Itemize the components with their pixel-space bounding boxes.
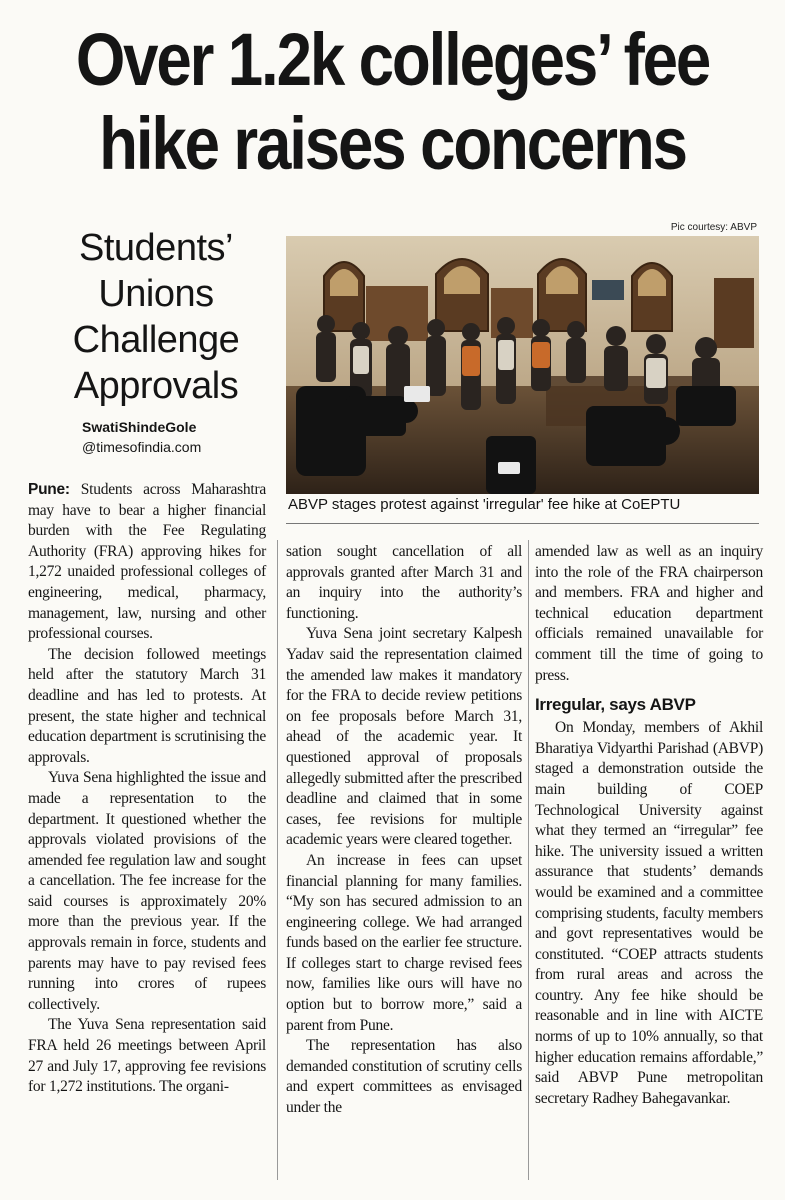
photo-caption: ABVP stages protest against 'irregular' fee hike at CoEPTU [288,496,681,513]
paragraph: Yuva Sena joint secretary Kalpesh Yadav said the representation claimed the amended law makes it mandatory for the FRA to decide review petitions on fee proposals before March 31, ahead of the academic year. It questioned approval of proposals allegedly submitted after the prescribed deadline and claimed that in some cases, fee revisions for multiple academic years were cleared together. [286,625,522,849]
paragraph: sation sought cancellation of all approvals granted after March 31 and an inquiry into the authority’s functioning. [286,543,522,622]
paragraph: The representation has also demanded constitution of scrutiny cells and expert committees as envisaged under the [286,1037,522,1117]
paragraph: The Yuva Sena representation said FRA held 26 meetings between April 27 and July 17, approving fee revisions for 1,272 institutions. The organi- [28,1016,266,1096]
paragraph: On Monday, members of Akhil Bharatiya Vidyarthi Parishad (ABVP) staged a demonstration outside the main building of COEP Technological University against what they termed an “irregular” fee hike. The university issued a written assurance that students’ demands would be examined and a committee comprising students, faculty members and govt representatives would be constituted. “COEP attracts students from rural areas and across the country. Any fee hike should be reasonable and in line with AICTE norms of up to 10% annually, so that higher education remains affordable,” said ABVP Pune metropolitan secretary Radhey Bahegavankar. [535,719,763,1107]
paragraph: The decision followed meetings held after the statutory March 31 deadline and has led to protests. At present, the state higher and technical education department is scrutinising the approvals. [28,645,266,766]
paragraph-text: Students across Maharashtra may have to bear a higher financial burden with the Fee Regulating Authority (FRA) approving hikes for 1,272 unaided professional colleges of engineering, medical, pharmacy, management, law, nursing and other professional courses. [28,481,267,643]
paragraph: amended law as well as an inquiry into the role of the FRA chairperson and members. FRA and higher and technical education department officials remained unavailable for comment till the time of going to press. [535,543,763,684]
paragraph: An increase in fees can upset financial planning for many families. “My son has secured admission to an engineering college. We had arranged funds based on the earlier fee structure. If colleges start to charge revised fees now, families like ours will have no option but to borrow more,” said a parent from Pune. [286,851,522,1034]
headline-line-1: Over 1.2k colleges’ fee [75,18,710,101]
article-column-2 [286,542,522,1119]
news-photo [286,236,759,494]
byline-author: SwatiShindeGole [82,419,197,435]
section-subhead: Irregular, says ABVP [535,695,696,715]
column-divider [277,540,278,1180]
article-column-3 [535,542,763,1109]
dateline: Pune: [28,481,70,498]
column-divider [528,540,529,1180]
article-column-1 [28,480,266,1098]
photo-credit: Pic courtesy: ABVP [670,222,757,233]
headline-line-2: hike raises concerns [99,102,686,185]
caption-divider [286,523,759,524]
paragraph: Yuva Sena highlighted the issue and made a representation to the department. It questioned whether the approvals violated provisions of the amended fee regulation law and sought a cancellation. The fee increase for the said courses is approximately 20% more than the previous year. If the approvals remain in force, students and parents may have to pay revised fees running into crores of rupees collectively. [28,769,266,1013]
kicker-subheadline: Students’ Unions Challenge Approvals [72,227,240,407]
byline-handle: @timesofindia.com [82,439,202,455]
lead-paragraph [28,480,266,645]
headline [55,18,730,186]
